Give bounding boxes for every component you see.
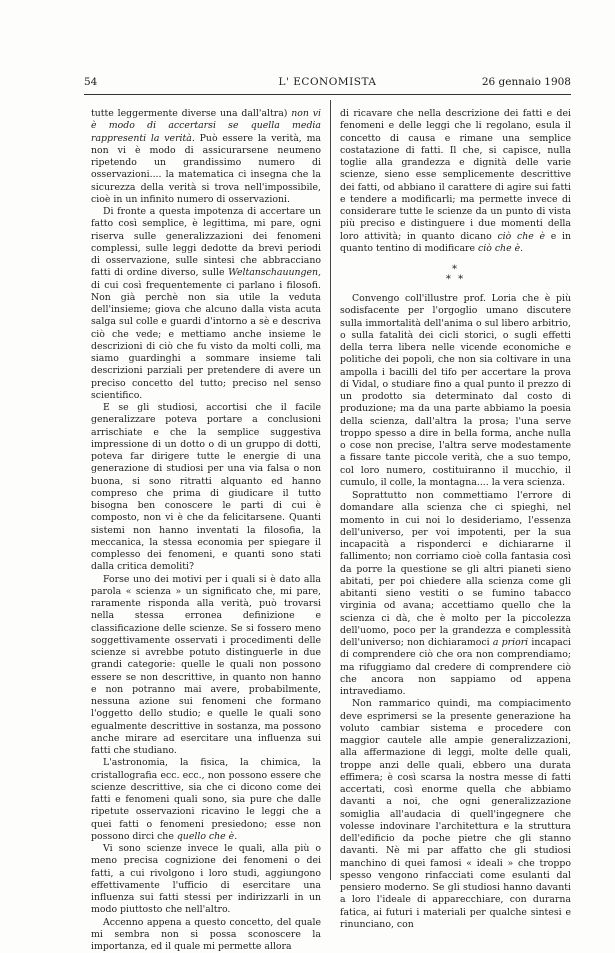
issue-date: 26 gennaio 1908 xyxy=(482,76,571,88)
paragraph: Di fronte a questa impotenza di accertare un fatto così semplice, è legittima, mi pare, ogni riserva sulle generalizzazioni dei fenomeni complessi, sulle leggi dedotte da brevi periodi di osservazione, sulle sintesi che abbracciano fatti di ordine diverso, sulle Weltanschauungen, di cui così frequentemente ci parlano i filosofi. Non già perchè non sia utile la veduta dell'insieme; giova che alcuno dalla vista acuta salga sul colle e guardi d'intorno a sè e descriva ciò che vede; e mettiamo anche insieme le descrizioni di ciò che fu visto da molti colli, ma siamo guardinghi a sommare insieme tali descrizioni parziali per pretendere di avere un preciso concetto del tutto; preciso nel senso scientifico. xyxy=(91,206,321,402)
paragraph: Non rammarico quindi, ma compiacimento deve esprimersi se la presente generazione ha voluto cambiar sistema e procedere con maggior cautele alle ampie generalizzazioni, alla affermazione di leggi, molte delle quali, troppe anzi delle quali, ebbero una durata effimera; è così scarsa la nostra messe di fatti accertati, così enorme quella che abbiamo davanti a noi, che ogni generalizzazione somiglia all'audacia di quell'ingegnere che volesse indovinare l'architettura e la struttura dell'edificio da poche pietre che gli stanno davanti. Nè mi par affatto che gli studiosi manchino di quei famosi « ideali » che troppo spesso vengono rinfacciati come esulanti dal pensiero moderno. Se gli studiosi hanno davanti a loro l'ideale di apparecchiare, con durarna fatica, ai futuri i materiali per qualche sintesi e rinunciano, con xyxy=(340,698,571,931)
header-rule xyxy=(84,94,571,95)
paragraph: L'astronomia, la fisica, la chimica, la cristallografia ecc. ecc., non possono essere che scienze descrittive, sia che ci dicono come dei fatti e fenomeni quali sono, sia pure che dalle ripetute osservazioni ricavino le leggi che a quei fatti o fenomeni presiedono; esse non possono dirci che quello che è. xyxy=(91,757,321,843)
page-number: 54 xyxy=(84,76,97,88)
paragraph: Accenno appena a questo concetto, del quale mi sembra non si possa sconoscere la importanza, ed il quale mi permette allora xyxy=(91,917,321,953)
separator-stars-bottom: * * xyxy=(340,275,571,285)
journal-title: L' ECONOMISTA xyxy=(84,76,571,88)
section-separator xyxy=(340,265,571,285)
paragraph: Convengo coll'illustre prof. Loria che è più sodisfacente per l'orgoglio umano discutere sulla immortalità dell'anima o sul libero arbitrio, o sulla fatalità dei cicli storici, o sugli effetti della terra libera nelle vicende economiche e politiche dei popoli, che non sia coltivare in una ampolla i bacilli del tifo per accertare la prova di Vidal, o studiare fino a qual punto il prezzo di un prodotto sia determinato dal costo di produzione; ma da una parte abbiamo la poesia della scienza, dall'altra la prosa; l'una serve troppo spesso a dire in bella forma, anche nulla o cose non precise, l'altra serve modestamente a fissare tante piccole verità, che a suo tempo, col loro numero, costituiranno il mucchio, il cumulo, il colle, la montagna.... la vera scienza. xyxy=(340,293,571,489)
paragraph: tutte leggermente diverse una dall'altra) non vi è modo di accertarsi se quella media rappresenti la verità. Può essere la verità, ma non vi è modo di assicurarsene neumeno ripetendo un grandissimo numero di osservazioni.... la matematica ci insegna che la sicurezza della verità si trova nell'impossibile, cioè in un infinito numero di osservazioni. xyxy=(91,108,321,206)
separator-star-top: * xyxy=(340,265,571,275)
paragraph: di ricavare che nella descrizione dei fatti e dei fenomeni e delle leggi che li regolano, esula il concetto di causa e rimane una semplice costatazione di fatti. Il che, si capisce, nulla toglie alla grandezza e dignità delle varie scienze, sieno esse semplicemente descrittive dei fatti, od abbiano il carattere di agire sui fatti e tendere a modificarli; ma permette invece di considerare tutte le scienze da un punto di vista più preciso e distinguere i due momenti della loro attività; in quanto dicano ciò che è e in quanto tentino di modificare ciò che è. xyxy=(340,108,571,255)
left-column xyxy=(91,108,321,953)
column-divider xyxy=(330,100,331,880)
page-header xyxy=(84,76,571,90)
right-column xyxy=(340,108,571,931)
paragraph: E se gli studiosi, accortisi che il facile generalizzare poteva portare a conclusioni arrischiate e che la semplice suggestiva impressione di un dotto o di un gruppo di dotti, poteva far dirigere tutte le energie di una generazione di studiosi per una via falsa o non buona, si sono ritratti alquanto ed hanno compreso che prima di giudicare il tutto bisogna ben conoscere le parti di cui è composto, non vi è che da felicitarsene. Quanti sistemi non hanno inventati la filosofia, la meccanica, la stessa economia per spiegare il complesso dei fenomeni, e quanti sono stati dalla critica demoliti? xyxy=(91,402,321,574)
paragraph: Forse uno dei motivi per i quali si è dato alla parola « scienza » un significato che, mi pare, raramente risponda alla verità, può trovarsi nella stessa erronea definizione e classificazione delle scienze. Se si fossero meno soggettivamente osservati i procedimenti delle scienze si avrebbe potuto distinguerle in due grandi categorie: quelle le quali non possono essere se non descrittive, in quanto non hanno e non potranno mai avere, probabilmente, nessuna azione sui fenomeni che formano l'oggetto dello studio; e quelle le quali sono egualmente descrittive in sostanza, ma possono anche mirare ad esercitare una influenza sui fatti che studiano. xyxy=(91,574,321,758)
paragraph: Vi sono scienze invece le quali, alla più o meno precisa cognizione dei fenomeni o dei fatti, a cui rivolgono i loro studi, aggiungono effettivamente l'ufficio di esercitare una influenza sui fatti stessi per indirizzarli in un modo piuttosto che nell'altro. xyxy=(91,843,321,917)
paragraph: Soprattutto non commettiamo l'errore di domandare alla scienza che ci spieghi, nel momento in cui noi lo desideriamo, l'essenza dell'universo, per voi impotenti, per la sua incapacità a risponderci e dichiararne il fallimento; non corriamo cioè colla fantasia così da porre la questione se gli altri pianeti sieno abitati, per poi chiedere alla scienza come gli abitanti sieno vestiti o se fumino tabacco virginia od avana; accettiamo quello che la scienza ci dà, che è molto per la piccolezza dell'uomo, poco per la grandezza e complessità dell'universo; non dichiaramoci a priori incapaci di comprendere ciò che ora non comprendiamo; ma rifuggiamo dal credere di comprendere ciò che ancora non sappiamo od appena intravediamo. xyxy=(340,490,571,698)
